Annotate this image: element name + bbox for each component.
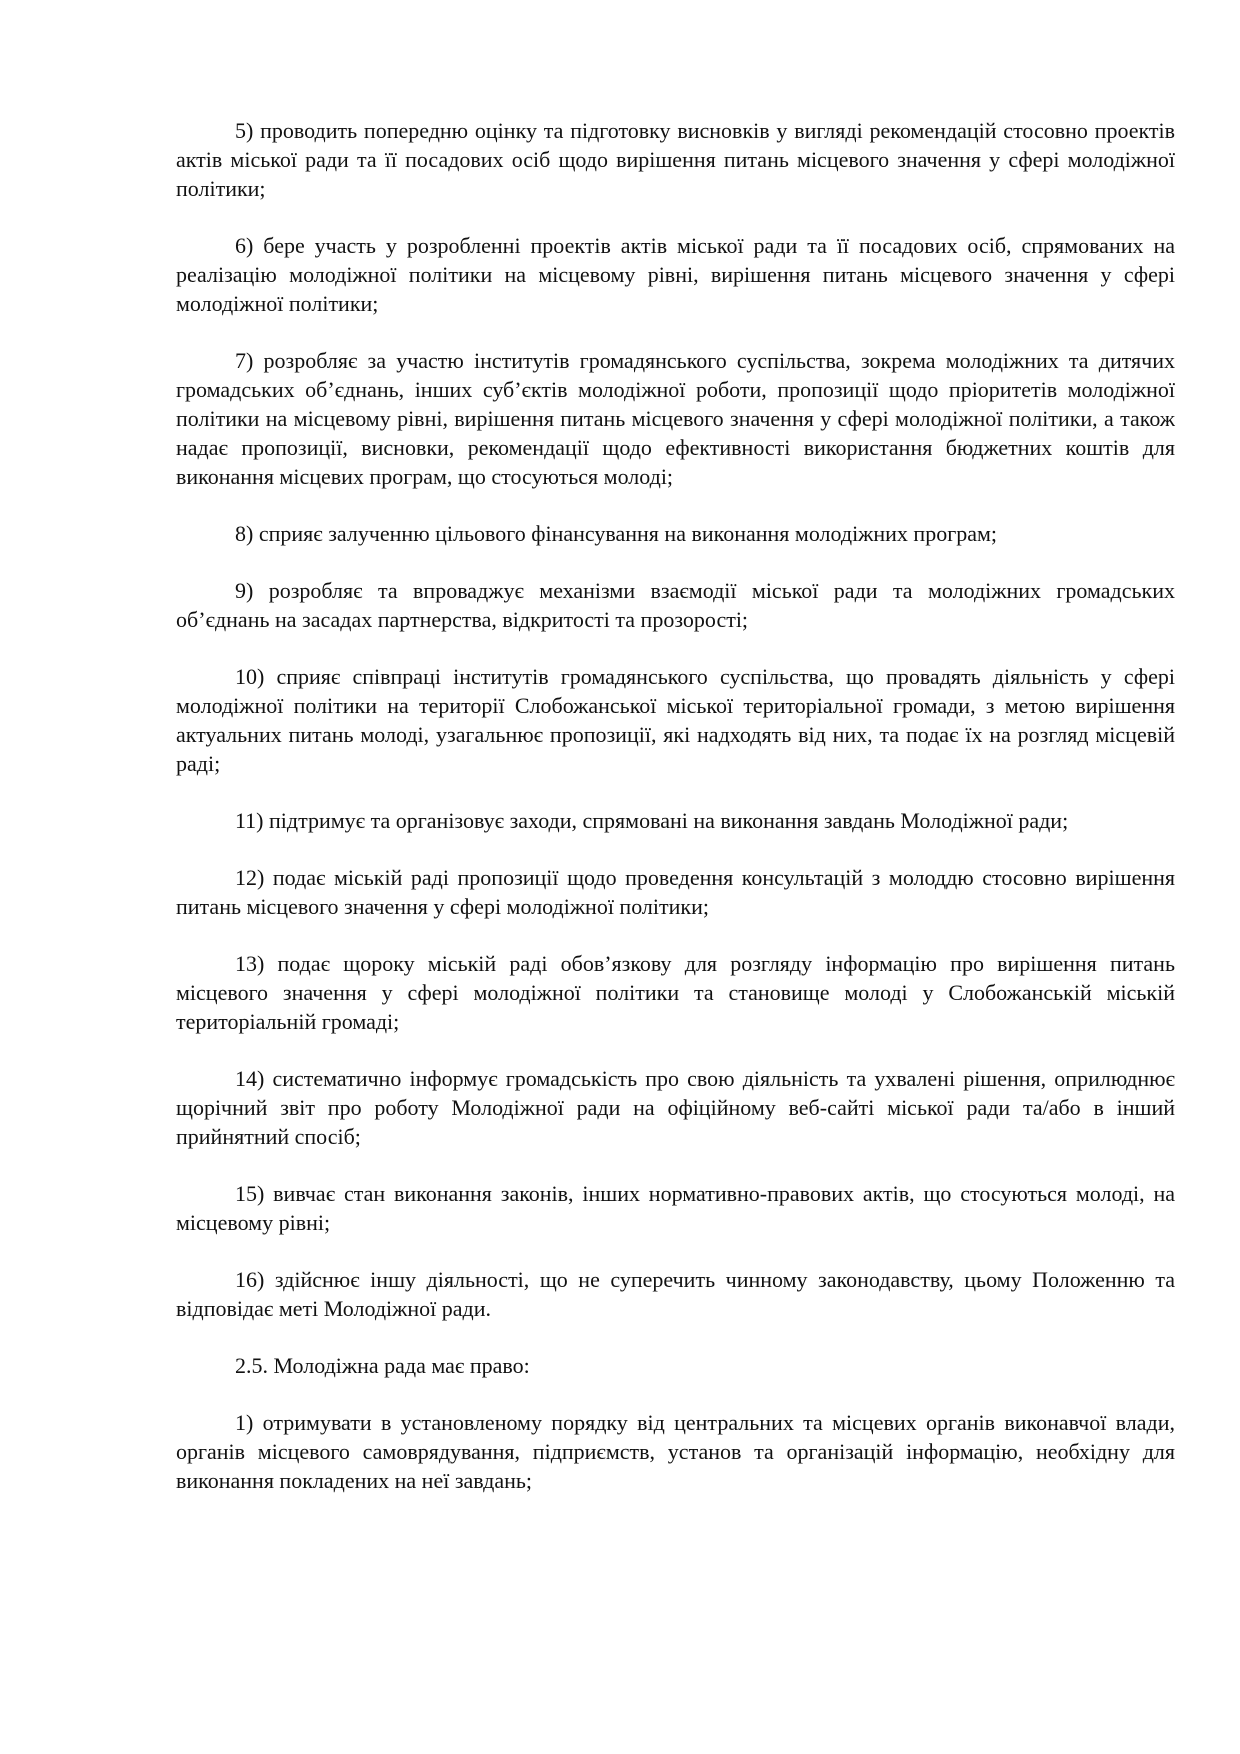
section-heading-2-5: 2.5. Молодіжна рада має право:	[235, 1353, 530, 1378]
paragraph-item-16: 16) здійснює іншу діяльності, що не суперечить чинному законодавству, цьому Положенню та відповідає меті Молодіжної ради.	[176, 1267, 1175, 1321]
paragraph-item-12: 12) подає міській раді пропозиції щодо проведення консультацій з молоддю стосовно вирішення питань місцевого значення у сфері молодіжної політики;	[176, 865, 1175, 919]
paragraph-item-15: 15) вивчає стан виконання законів, інших нормативно-правових актів, що стосуються молоді, на місцевому рівні;	[176, 1181, 1175, 1235]
paragraph-item-6: 6) бере участь у розробленні проектів актів міської ради та її посадових осіб, спрямованих на реалізацію молодіжної політики на місцевому рівні, вирішення питань місцевого значення у сфері молодіжної політики;	[176, 233, 1175, 316]
paragraph-item-10: 10) сприяє співпраці інститутів громадянського суспільства, що провадять діяльність у сфері молодіжної політики на території Слобожанської міської територіальної громади, з метою вирішення актуальних питань молоді, узагальнює пропозиції, які надходять від них, та подає їх на розгляд місцевій раді;	[176, 664, 1175, 776]
paragraph-item-9: 9) розробляє та впроваджує механізми взаємодії міської ради та молодіжних громадських об’єднань на засадах партнерства, відкритості та прозорості;	[176, 578, 1175, 632]
paragraph-item-8: 8) сприяє залученню цільового фінансування на виконання молодіжних програм;	[235, 521, 998, 546]
paragraph-right-1: 1) отримувати в установленому порядку від центральних та місцевих органів виконавчої влади, органів місцевого самоврядування, підприємств, установ та організацій інформацію, необхідну для виконання покладених на неї завдань;	[176, 1410, 1175, 1493]
paragraph-item-5: 5) проводить попередню оцінку та підготовку висновків у вигляді рекомендацій стосовно проектів актів міської ради та її посадових осіб щодо вирішення питань місцевого значення у сфері молодіжної політики;	[176, 118, 1175, 201]
paragraph-item-11: 11) підтримує та організовує заходи, спрямовані на виконання завдань Молодіжної ради;	[235, 808, 1069, 833]
paragraph-item-13: 13) подає щороку міській раді обов’язкову для розгляду інформацію про вирішення питань місцевого значення у сфері молодіжної політики та становище молоді у Слобожанській міській територіальній громаді;	[176, 951, 1175, 1034]
paragraph-item-7: 7) розробляє за участю інститутів громадянського суспільства, зокрема молодіжних та дитячих громадських об’єднань, інших суб’єктів молодіжної роботи, пропозиції щодо пріоритетів молодіжної політики на місцевому рівні, вирішення питань місцевого значення у сфері молодіжної політики, а також надає пропозиції, висновки, рекомендації щодо ефективності використання бюджетних коштів для виконання місцевих програм, що стосуються молоді;	[176, 348, 1175, 489]
paragraph-item-14: 14) систематично інформує громадськість про свою діяльність та ухвалені рішення, оприлюднює щорічний звіт про роботу Молодіжної ради на офіційному веб-сайті міської ради та/або в інший прийнятний спосіб;	[176, 1066, 1175, 1149]
document-page	[176, 116, 1175, 1523]
